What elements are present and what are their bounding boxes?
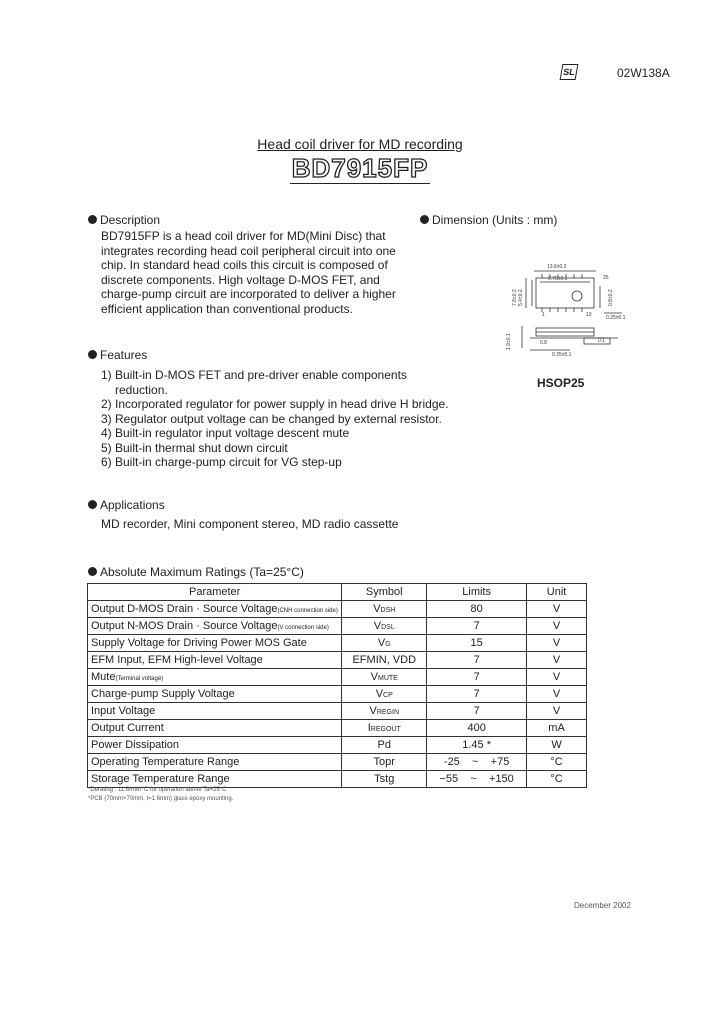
bullet-icon: [88, 567, 97, 576]
table-row: Input Voltage VREGIN 7 V: [88, 703, 587, 720]
dim-label-lead: 0.8±0.2: [608, 289, 614, 306]
page-title: BD7915FP: [291, 153, 429, 183]
pin-number-1: 1: [542, 312, 545, 318]
features-heading: Features: [88, 348, 147, 362]
pin-number-13: 13: [586, 312, 592, 318]
table-row: Output D-MOS Drain · Source Voltage(CNH connection side) VDSH 80 V: [88, 601, 587, 618]
package-top-view: [536, 278, 594, 308]
applications-text: MD recorder, Mini component stereo, MD radio cassette: [101, 517, 399, 531]
footer-date: December 2002: [574, 901, 631, 910]
table-row: Operating Temperature Range Topr -25 ~ +75 °C: [88, 754, 587, 771]
dim-label-height-inner: 5.4±0.2: [518, 289, 524, 306]
dim-label-lead-thickness: 0.25±0.1: [606, 315, 626, 321]
page-subtitle: Head coil driver for MD recording: [257, 136, 463, 152]
document-number: 02W138A: [617, 66, 670, 80]
package-dimension-diagram: [500, 258, 630, 363]
table-row: Storage Temperature Range Tstg −55 ~ +150 °C: [88, 771, 587, 788]
ratings-notes: *Derating : 11.6mW/°C for operation above Ta=25°C *PCB (70mm×70mm, t=1.6mm) glass epoxy mounting.: [88, 787, 234, 802]
dimension-heading: Dimension (Units : mm): [420, 213, 557, 227]
column-header: Unit: [527, 584, 587, 601]
dim-label-body-height: 1.9±0.1: [506, 333, 512, 350]
list-item: 5) Built-in thermal shut down circuit: [101, 440, 288, 455]
table-row: Output N-MOS Drain · Source Voltage(V connection side) VDSL 7 V: [88, 618, 587, 635]
bullet-icon: [88, 215, 97, 224]
package-name: HSOP25: [537, 376, 585, 390]
list-item: 3) Regulator output voltage can be changed by external resistor.: [101, 411, 442, 426]
list-item: 6) Built-in charge-pump circuit for VG step-up: [101, 455, 342, 469]
list-item: reduction.: [115, 382, 168, 397]
column-header: Parameter: [88, 584, 342, 601]
table-row: Mute(Terminal voltage) VMUTE 7 V: [88, 669, 587, 686]
bullet-icon: [420, 215, 429, 224]
table-row: Supply Voltage for Driving Power MOS Gate VG 15 V: [88, 635, 587, 652]
dim-label-width: 13.6±0.2: [547, 264, 567, 270]
pin-number-25: 25: [603, 275, 609, 281]
list-item: 1) Built-in D-MOS FET and pre-driver enable components: [101, 368, 407, 382]
dim-label-pitch: 2.75±0.1: [548, 276, 568, 282]
features-list: [101, 368, 449, 470]
list-item: 2) Incorporated regulator for power supply in head drive H bridge.: [101, 397, 449, 411]
table-row: Charge-pump Supply Voltage VCP 7 V: [88, 686, 587, 703]
ratings-table: [87, 583, 587, 788]
company-logo: SL: [560, 64, 579, 80]
table-row: Output Current IREGOUT 400 mA: [88, 720, 587, 737]
dim-label-height-outer: 7.8±0.3: [512, 289, 518, 306]
description-heading: Description: [88, 213, 160, 227]
bullet-icon: [88, 500, 97, 509]
column-header: Limits: [427, 584, 527, 601]
column-header: Symbol: [342, 584, 427, 601]
dim-label-pin-width: 0.35±0.1: [552, 352, 572, 358]
dim-label-pin-pitch: 0.8: [540, 340, 547, 346]
table-row: Power Dissipation Pd 1.45 * W: [88, 737, 587, 754]
description-text: BD7915FP is a head coil driver for MD(Mini Disc) that integrates recording head coil peripheral circuit into one chip. In standard head coils this circuit is composed of discrete components. High voltage D-MOS FET, and charge-pump circuit are incorporated to deliver a higher efficient application than conventional products.: [101, 229, 396, 316]
table-row: EFM Input, EFM High-level Voltage EFMIN, VDD 7 V: [88, 652, 587, 669]
list-item: 4) Built-in regulator input voltage descent mute: [101, 426, 350, 440]
bullet-icon: [88, 350, 97, 359]
dim-label-coplanarity: 0.1: [598, 338, 605, 344]
pin1-mark: [572, 291, 582, 301]
table-header-row: [88, 584, 587, 601]
ratings-heading: Absolute Maximum Ratings (Ta=25°C): [88, 565, 304, 579]
applications-heading: Applications: [88, 498, 165, 512]
